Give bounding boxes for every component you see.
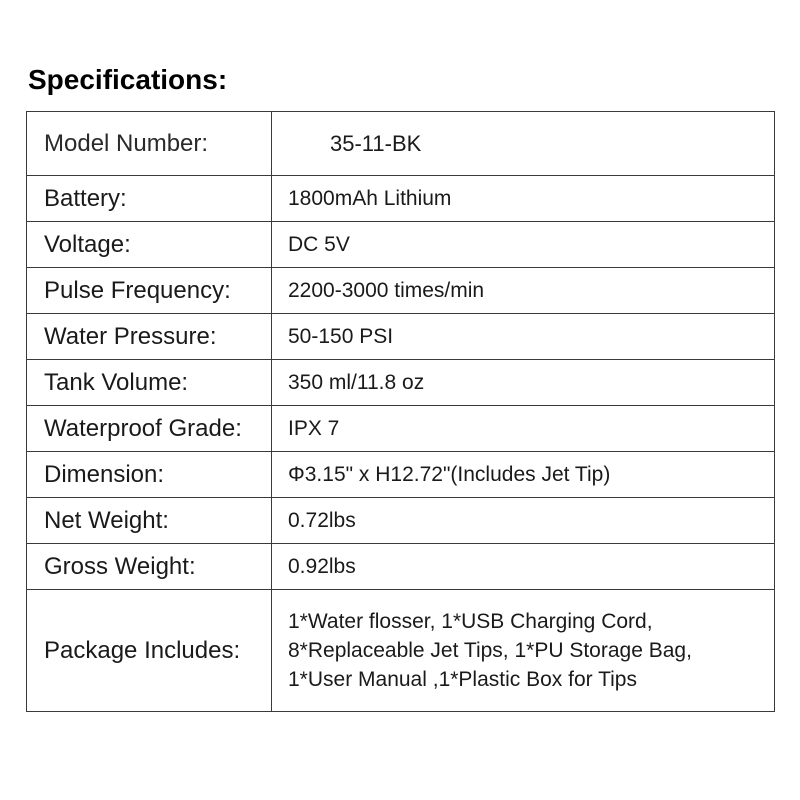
spec-label: Package Includes: — [27, 590, 272, 712]
spec-label: Model Number: — [27, 112, 272, 176]
spec-label: Waterproof Grade: — [27, 406, 272, 452]
spec-value: 350 ml/11.8 oz — [272, 360, 775, 406]
package-line: 1*User Manual ,1*Plastic Box for Tips — [288, 668, 637, 691]
spec-value: 2200-3000 times/min — [272, 268, 775, 314]
spec-label: Battery: — [27, 176, 272, 222]
spec-label: Pulse Frequency: — [27, 268, 272, 314]
spec-value: 35-11-BK — [272, 112, 775, 176]
spec-row-package-includes — [27, 590, 775, 712]
spec-row-model-number — [27, 112, 775, 176]
spec-label: Voltage: — [27, 222, 272, 268]
spec-row-dimension — [27, 452, 775, 498]
spec-label: Dimension: — [27, 452, 272, 498]
spec-row-pulse-frequency — [27, 268, 775, 314]
spec-label: Gross Weight: — [27, 544, 272, 590]
spec-value: 0.92lbs — [272, 544, 775, 590]
spec-row-net-weight — [27, 498, 775, 544]
spec-label: Water Pressure: — [27, 314, 272, 360]
spec-value: Φ3.15" x H12.72"(Includes Jet Tip) — [272, 452, 775, 498]
spec-value: IPX 7 — [272, 406, 775, 452]
spec-value: 0.72lbs — [272, 498, 775, 544]
spec-value: 1800mAh Lithium — [272, 176, 775, 222]
spec-row-gross-weight — [27, 544, 775, 590]
spec-row-water-pressure — [27, 314, 775, 360]
spec-row-battery — [27, 176, 775, 222]
spec-row-waterproof-grade — [27, 406, 775, 452]
spec-value: DC 5V — [272, 222, 775, 268]
spec-value-package — [272, 590, 775, 712]
spec-value: 50-150 PSI — [272, 314, 775, 360]
spec-label: Tank Volume: — [27, 360, 272, 406]
spec-row-voltage — [27, 222, 775, 268]
package-line: 8*Replaceable Jet Tips, 1*PU Storage Bag, — [288, 639, 692, 662]
spec-label: Net Weight: — [27, 498, 272, 544]
specifications-table — [26, 111, 775, 712]
page-title: Specifications: — [28, 64, 228, 95]
spec-row-tank-volume — [27, 360, 775, 406]
package-line: 1*Water flosser, 1*USB Charging Cord, — [288, 610, 653, 633]
